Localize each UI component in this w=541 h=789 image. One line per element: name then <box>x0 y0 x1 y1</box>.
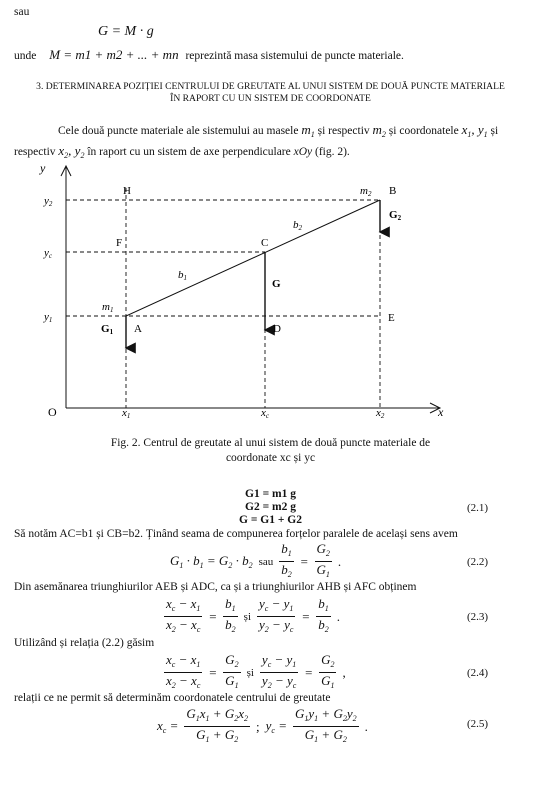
word-sau: sau <box>14 6 30 18</box>
label-point-a: A <box>134 323 142 335</box>
figure-caption-line1: Fig. 2. Centrul de greutate al unui sistem de două puncte materiale de <box>110 437 431 449</box>
label-m2: m2 <box>360 185 372 198</box>
equation-number-2-4: (2.4) <box>467 667 489 679</box>
intro-text-6: în raport cu un sistem de axe perpendiculare <box>87 146 291 158</box>
label-g2: G2 <box>389 209 402 222</box>
rod-ab <box>126 200 380 316</box>
equation-number-2-3: (2.3) <box>467 611 489 623</box>
label-point-d: D <box>273 323 281 335</box>
similarity-line: Din asemănarea triunghiurilor AEB și ADC, ca și a triunghiurilor AHB și AFC obținem <box>14 581 417 593</box>
intro-text-5: respectiv <box>14 146 56 158</box>
label-point-b: B <box>389 185 397 197</box>
allow-determine-line: relații ce ne permit să determinăm coordonatele centrului de greutate <box>14 692 331 704</box>
label-b2: b2 <box>293 219 302 232</box>
label-x1: x1 <box>122 407 131 420</box>
label-y2: y2 <box>44 195 53 208</box>
equation-2-1b: G2 = m2 g <box>245 501 296 513</box>
intro-text-7: (fig. 2). <box>315 146 350 158</box>
word-sau-2: sau <box>258 555 274 568</box>
equation-weight: G = M · g <box>98 24 154 39</box>
equation-number-2-2: (2.2) <box>467 556 489 568</box>
label-point-f: F <box>116 237 123 249</box>
figure-2-diagram <box>0 158 541 428</box>
equation-number-2-1: (2.1) <box>467 502 489 514</box>
mass-sum-equation: M = m1 + m2 + ... + mn <box>49 47 179 62</box>
notation-line: Să notăm AC=b1 și CB=b2. Ținând seama de compunerea forțelor paralele de același sens avem <box>14 528 458 540</box>
unde-prefix: unde <box>14 50 37 62</box>
label-xc: xc <box>261 407 269 420</box>
label-g1: G1 <box>101 323 114 336</box>
intro-text-4: și <box>490 125 499 137</box>
word-si-1: și <box>243 610 252 623</box>
equation-2-1c: G = G1 + G2 <box>239 514 302 526</box>
intro-text-1: Cele două puncte materiale ale sistemului au masele <box>58 125 299 137</box>
label-point-h: H <box>123 185 131 197</box>
using-relation-line: Utilizând și relația (2.2) găsim <box>14 637 155 649</box>
intro-paragraph-line2: respectiv $x_2$, $y_2$ în raport cu un sistem de axe perpendiculare xOy (fig. 2). <box>14 143 350 160</box>
label-y1: y1 <box>44 311 53 324</box>
label-origin: O <box>48 405 57 419</box>
word-si-2: și <box>246 666 254 679</box>
intro-text-2: și respectiv <box>317 125 370 137</box>
label-axis-y: y <box>40 161 46 175</box>
equation-2-5: $x_c$ = $\frac{G_1x_1 + G_2x_2}{G_1 + G_2}$ ; $y_c$ = $\frac{G_1y_1 + G_2y_2}{G_1 + G_2}$ . <box>157 706 368 744</box>
label-g: G <box>272 278 281 290</box>
equation-2-3: $\frac{x_c - x_1}{x_2 - x_c}$ = $\frac{b_1}{b_2}$ și $\frac{y_c - y_1}{y_2 - y_c}$ = $\frac{b_1}{b_2}$ . <box>166 596 340 634</box>
label-x2: x2 <box>376 407 385 420</box>
label-b1: b1 <box>178 269 187 282</box>
mass-sum-text: reprezintă masa sistemului de puncte materiale. <box>185 50 404 62</box>
label-axis-x: x <box>438 405 444 419</box>
label-point-c: C <box>261 237 269 249</box>
section-heading-line2: ÎN RAPORT CU UN SISTEM DE COORDONATE <box>170 93 371 104</box>
label-point-e: E <box>388 312 395 324</box>
section-heading-line1: 3. DETERMINAREA POZIȚIEI CENTRULUI DE GREUTATE AL UNUI SISTEM DE DOUĂ PUNCTE MATERIALE <box>36 81 505 92</box>
intro-text-3: și coordonatele <box>388 125 459 137</box>
figure-caption-line2: coordonate xc și yc <box>225 452 316 464</box>
label-yc: yc <box>44 247 52 260</box>
equation-number-2-5: (2.5) <box>467 718 489 730</box>
equation-2-2: $G_1 \cdot b_1 = G_2 \cdot b_2$ sau $\frac{b_1}{b_2}$ = $\frac{G_2}{G_1}$ . <box>170 541 342 579</box>
label-m1: m1 <box>102 301 114 314</box>
intro-paragraph-line1: Cele două puncte materiale ale sistemului au masele $m_1$ și respectiv $m_2$ și coordonatele $x_1$, $y_1$ și <box>58 122 499 139</box>
equation-2-4: $\frac{x_c - x_1}{x_2 - x_c}$ = $\frac{G_2}{G_1}$ și $\frac{y_c - y_1}{y_2 - y_c}$ = $\frac{G_2}{G_1}$ , <box>166 652 346 690</box>
equation-2-1a: G1 = m1 g <box>245 488 296 500</box>
unde-line <box>14 47 404 63</box>
